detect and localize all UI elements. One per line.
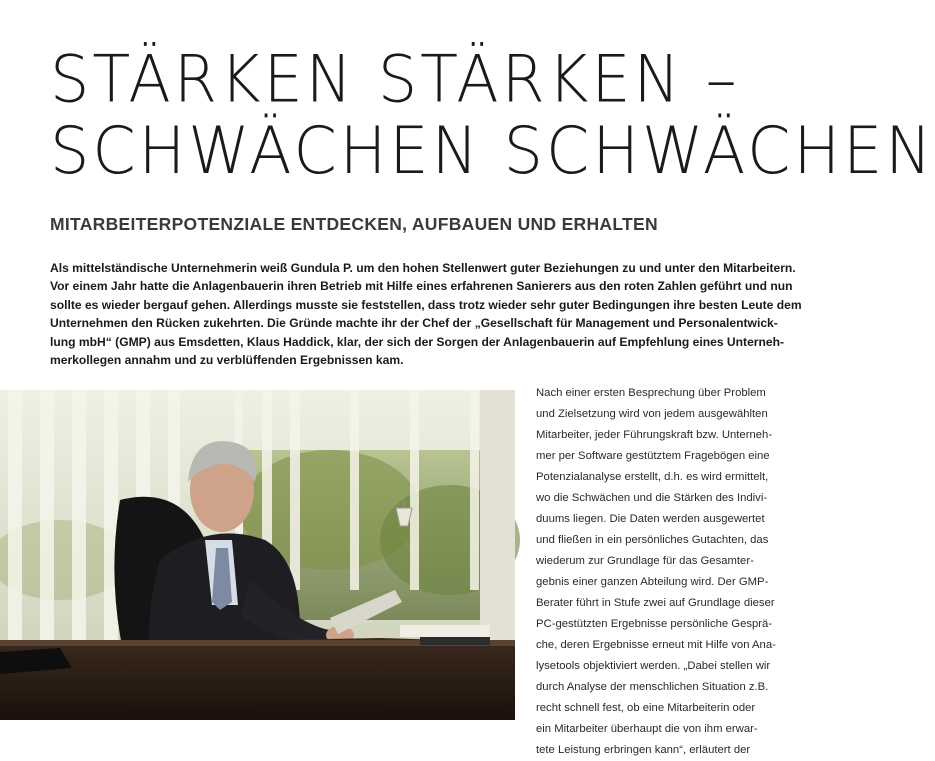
body-line: und fließen in ein persönliches Gutachten, das — [536, 534, 769, 546]
body-line: und Zielsetzung wird von jedem ausgewählten — [536, 408, 768, 420]
body-line: tete Leistung erbringen kann“, erläutert der — [536, 744, 751, 756]
intro-line: merkollegen annahm und zu verblüffenden Ergebnissen kam. — [50, 353, 404, 368]
body-line: ein Mitarbeiter überhaupt die von ihm erwar- — [536, 723, 758, 735]
intro-line: lung mbH“ (GMP) aus Emsdetten, Klaus Haddick, klar, der sich der Sorgen der Anlagenbauerin auf Empfehlung eines Unterneh- — [50, 334, 785, 349]
intro-paragraph — [50, 259, 802, 369]
body-line: PC-gestützten Ergebnisse persönliche Gesprä- — [536, 618, 773, 630]
body-line: che, deren Ergebnisse erneut mit Hilfe von Ana- — [536, 639, 776, 651]
body-line: duums liegen. Die Daten werden ausgewertet — [536, 513, 765, 525]
body-line: Mitarbeiter, jeder Führungskraft bzw. Unterneh- — [536, 429, 773, 441]
body-line: Potenzialanalyse erstellt, d.h. es wird ermittelt, — [536, 471, 769, 483]
intro-line: sollte es wieder bergauf gehen. Allerdings musste sie feststellen, dass trotz wieder sehr guter Bedingungen ihre besten Leute dem — [50, 297, 802, 312]
intro-line: Unternehmen den Rücken zukehrten. Die Gründe machte ihr der Chef der „Gesellschaft für Management und Personalentwick- — [50, 316, 778, 331]
body-line: Nach einer ersten Besprechung über Problem — [536, 387, 766, 399]
title-line: STÄRKEN STÄRKEN – — [50, 40, 740, 118]
body-line: mer per Software gestütztem Fragebögen eine — [536, 450, 770, 462]
article-subtitle: MITARBEITERPOTENZIALE ENTDECKEN, AUFBAUEN UND ERHALTEN — [50, 214, 658, 234]
title-line: SCHWÄCHEN SCHWÄCHEN — [50, 112, 935, 189]
article-title — [50, 40, 935, 189]
businessman-reading-at-desk-photo — [0, 390, 515, 720]
body-line: recht schnell fest, ob eine Mitarbeiterin oder — [536, 702, 756, 714]
body-line: wo die Schwächen und die Stärken des Indivi- — [536, 492, 768, 504]
intro-line: Vor einem Jahr hatte die Anlagenbauerin ihren Betrieb mit Hilfe eines erfahrenen Sanierers aus den roten Zahlen geführt und nun — [50, 279, 793, 294]
body-column — [536, 383, 776, 761]
intro-line: Als mittelständische Unternehmerin weiß Gundula P. um den hohen Stellenwert guter Beziehungen zu und unter den Mitarbeitern. — [50, 261, 796, 275]
body-line: durch Analyse der menschlichen Situation z.B. — [536, 681, 769, 693]
body-line: wiederum zur Grundlage für das Gesamter- — [536, 555, 754, 567]
body-line: gebnis einer ganzen Abteilung wird. Der GMP- — [536, 576, 769, 588]
body-line: Berater führt in Stufe zwei auf Grundlage dieser — [536, 597, 775, 609]
body-line: lysetools objektiviert werden. „Dabei stellen wir — [536, 660, 771, 672]
